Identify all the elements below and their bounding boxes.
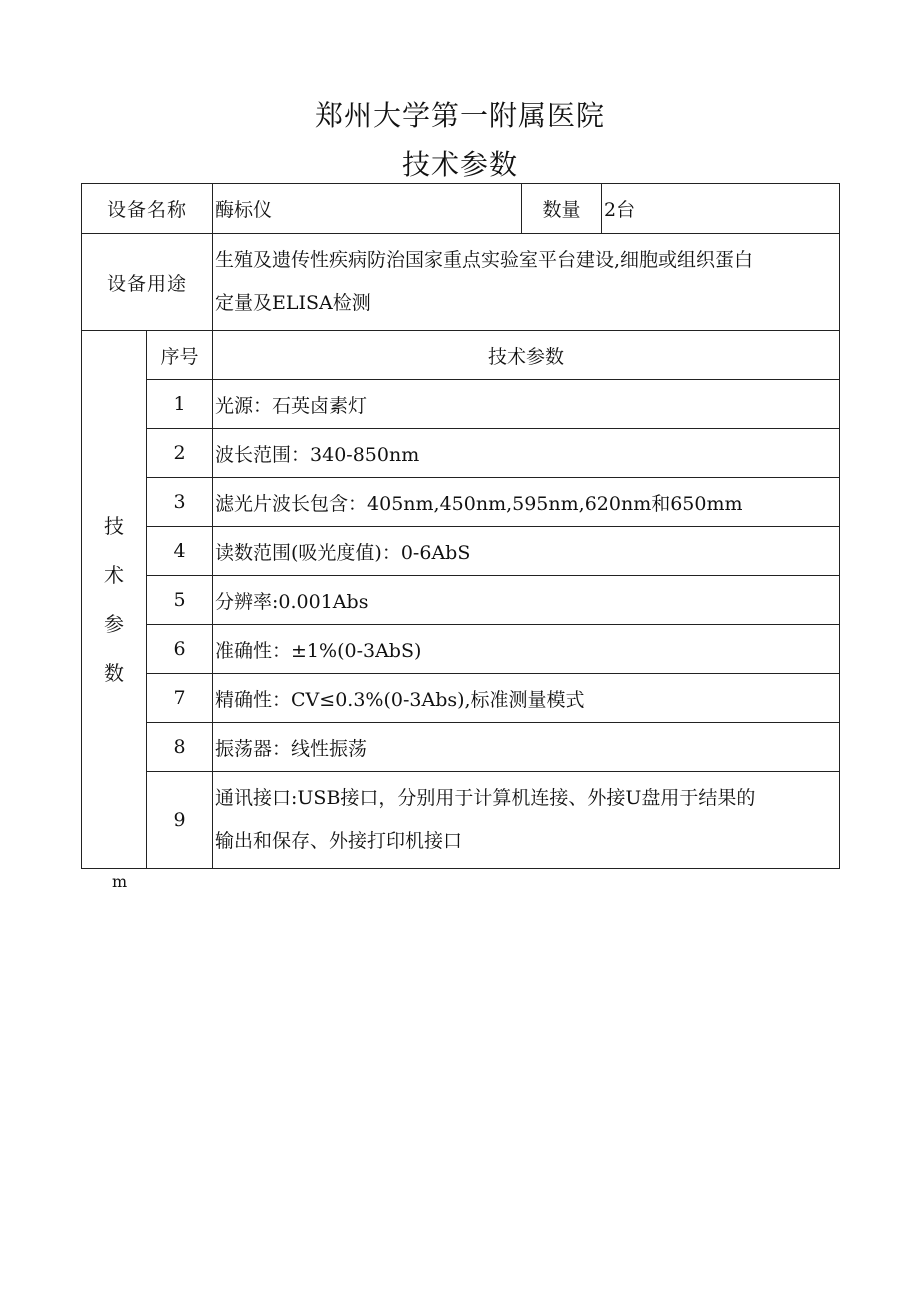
- row-text-line-2: 输出和保存、外接打印机接口: [215, 830, 463, 852]
- table-row: [82, 429, 840, 478]
- table-row: [82, 723, 840, 772]
- param-header: 技术参数: [213, 331, 840, 380]
- table-row: [82, 527, 840, 576]
- document-title: 技术参数: [401, 148, 518, 181]
- table-row: [82, 772, 840, 869]
- device-name-label: 设备名称: [82, 184, 213, 234]
- param-header-row: [82, 331, 840, 380]
- table-row: [82, 380, 840, 429]
- section-label-char: 术: [104, 562, 124, 587]
- purpose-line-2: 定量及ELISA检测: [215, 292, 371, 314]
- row-text-line-1: 通讯接口:USB接口，分别用于计算机连接、外接U盘用于结果的: [215, 787, 756, 809]
- spec-table: [81, 183, 840, 869]
- row-number: 5: [147, 576, 213, 625]
- purpose-line-1: 生殖及遗传性疾病防治国家重点实验室平台建设,细胞或组织蛋白: [215, 249, 754, 271]
- row-number: 7: [147, 674, 213, 723]
- row-number: 6: [147, 625, 213, 674]
- table-row: [82, 674, 840, 723]
- device-name-row: [82, 184, 840, 234]
- footnote-text: m: [112, 872, 128, 891]
- table-row: [82, 576, 840, 625]
- row-number: 4: [147, 527, 213, 576]
- row-text: 分辨率:0.001Abs: [213, 576, 840, 625]
- section-label-char: 数: [104, 660, 124, 685]
- institution-title: 郑州大学第一附属医院: [314, 99, 605, 132]
- row-text: 滤光片波长包含：405nm,450nm,595nm,620nm和650mm: [213, 478, 840, 527]
- row-text: 读数范围(吸光度值)：0-6AbS: [213, 527, 840, 576]
- purpose-row: [82, 234, 840, 331]
- row-text: 精确性：CV≤0.3%(0-3Abs),标准测量模式: [213, 674, 840, 723]
- device-name-value: 酶标仪: [213, 184, 522, 234]
- table-row: [82, 478, 840, 527]
- row-text: 波长范围：340-850nm: [213, 429, 840, 478]
- row-text: [213, 772, 840, 869]
- row-text: 振荡器：线性振荡: [213, 723, 840, 772]
- row-number: 1: [147, 380, 213, 429]
- section-label-char: 参: [104, 611, 124, 636]
- row-number: 2: [147, 429, 213, 478]
- row-text: 光源：石英卤素灯: [213, 380, 840, 429]
- section-label-char: 技: [104, 513, 124, 538]
- table-row: [82, 625, 840, 674]
- quantity-label: 数量: [522, 184, 602, 234]
- row-number: 3: [147, 478, 213, 527]
- row-number: 9: [147, 772, 213, 869]
- quantity-value: 2台: [602, 184, 840, 234]
- section-label-vertical: [82, 331, 147, 869]
- purpose-value: [213, 234, 840, 331]
- row-text: 准确性：±1%(0-3AbS): [213, 625, 840, 674]
- row-number: 8: [147, 723, 213, 772]
- seq-header: 序号: [147, 331, 213, 380]
- purpose-label: 设备用途: [82, 234, 213, 331]
